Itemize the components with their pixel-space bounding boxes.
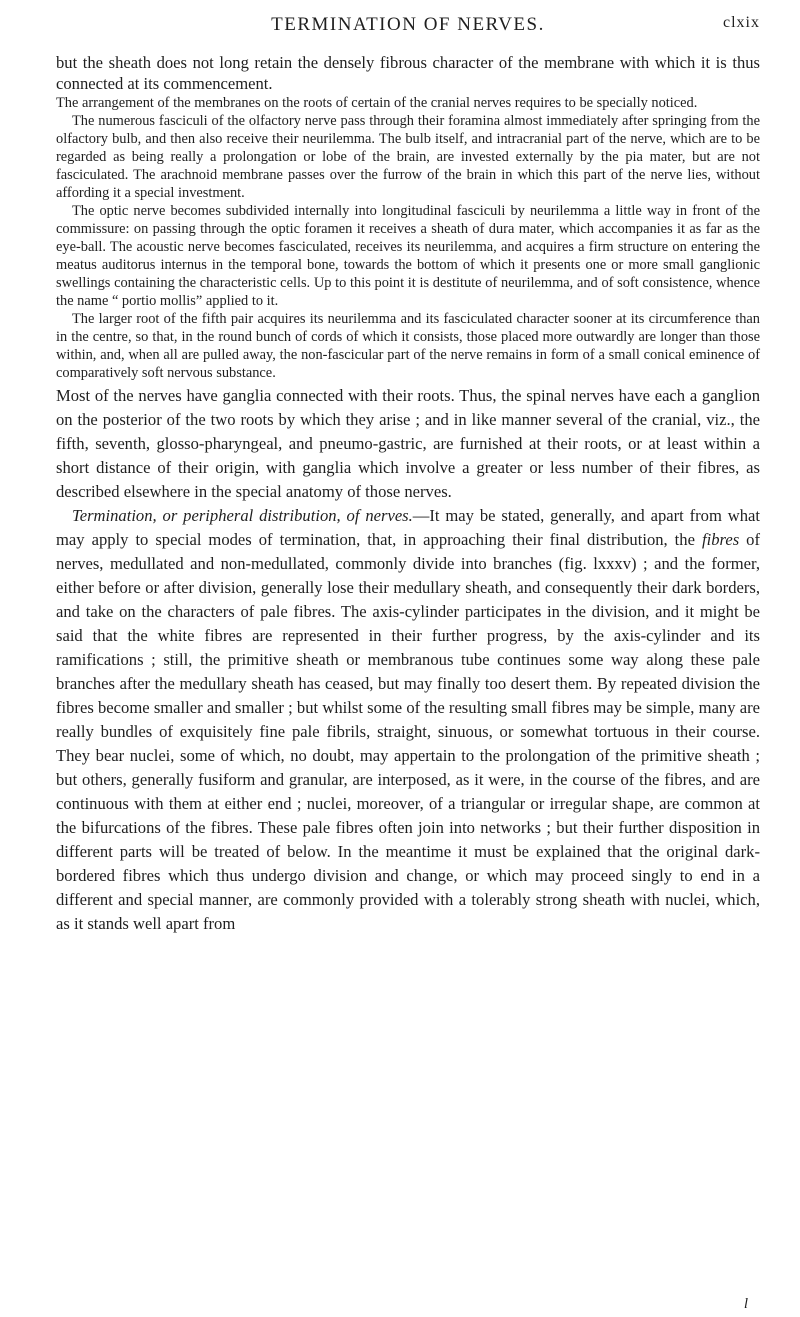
continuation-paragraph: but the sheath does not long retain the densely fibrous character of the membrane with which it is thus connected at its commencement. [56,53,760,93]
small-paragraph-fifth-pair: The larger root of the fifth pair acquires its neurilemma and its fasciculated character sooner at its circumference than in the centre, so that, in the round bunch of cords of which it consists, those placed more outwardly are longer than those within, and, when all are pulled away, the non-fascicular part of the nerve remains in form of a small conical eminence of comparatively soft nervous substance. [56,311,760,381]
page-header [56,6,760,42]
emphasis-fibres: fibres [701,530,740,549]
small-paragraph-optic-acoustic: The optic nerve becomes subdivided internally into longitudinal fasciculi by neurilemma a little way in front of the commissure: on passing through the optic foramen it receives a sheath of dura mater, which accompanies it as far as the eye-ball. The acoustic nerve becomes fasciculated, receives its neurilemma, and acquires a firm structure on entering the meatus auditorus internus in the temporal bone, towards the bottom of which it presents one or more small ganglionic swellings containing the characteristic cells. Up to this point it is destitute of neurilemma, and of soft consistence, whence the name “ portio mollis” applied to it. [56,203,760,309]
section-heading-termination: Termination, or peripheral distribution, of nerves. [72,506,413,525]
small-paragraph-olfactory: The numerous fasciculi of the olfactory nerve pass through their foramina almost immediately after springing from the olfactory bulb, and then also receive their neurilemma. The bulb itself, and intracranial part of the nerve, which are to be regarded as being really a prolongation or lobe of the brain, are invested externally by the pia mater, but are not fasciculated. The arachnoid membrane passes over the furrow of the brain in which this part of the nerve lies, without affording it a special investment. [56,113,760,201]
small-print-section [56,94,760,382]
small-paragraph-cranial-membranes: The arrangement of the membranes on the roots of certain of the cranial nerves requires to be specially noticed. [56,95,698,111]
main-text-section [56,384,760,936]
termination-text-a: —It may be stated, generally, and apart from what may apply to special modes of termination, that, in approaching their final distribution, the [56,506,760,549]
signature-mark: l [743,1296,748,1312]
paragraph-ganglia: Most of the nerves have ganglia connected with their roots. Thus, the spinal nerves have each a ganglion on the posterior of the two roots by which they arise ; and in like manner several of the cranial, viz., the fifth, seventh, glosso-pharyngeal, and pneumo-gastric, are furnished at their roots, or at least within a short distance of their origin, with ganglia which involve a greater or less number of their fibres, as described elsewhere in the special anatomy of those nerves. [56,386,760,501]
paragraph-termination [56,504,760,936]
termination-text-b: of nerves, medullated and non-medullated, commonly divide into branches (fig. lxxxv) ; and the former, either before or after division, generally lose their medullary sheath, and consequently their dark borders, and take on the characters of pale fibres. The axis-cylinder participates in the division, and it might be said that the white fibres are represented in their further progress, by the axis-cylinder and its ramifications ; still, the primitive sheath or membranous tube continues some way along these pale branches after the medullary sheath has ceased, but may finally too desert them. By repeated division the fibres become smaller and smaller ; but whilst some of the resulting small fibres may be simple, many are really bundles of exquisitely fine pale fibrils, straight, sinuous, or somewhat tortuous in their course. They bear nuclei, some of which, no doubt, may appertain to the prolongation of the primitive sheath ; but others, generally fusiform and granular, are interposed, as it were, in the course of the fibres, and are continuous with them at either end ; nuclei, moreover, of a triangular or irregular shape, are common at the bifurcations of the fibres. These pale fibres often join into networks ; but their further disposition in different parts will be treated of below. In the meantime it must be explained that the original dark-bordered fibres which thus undergo division and change, or which may proceed singly to end in a different and special manner, are commonly provided with a tolerably strong sheath with nuclei, which, as it stands well apart from [56,530,760,933]
running-title: TERMINATION OF NERVES. [271,14,545,35]
page-number: clxix [723,14,760,31]
